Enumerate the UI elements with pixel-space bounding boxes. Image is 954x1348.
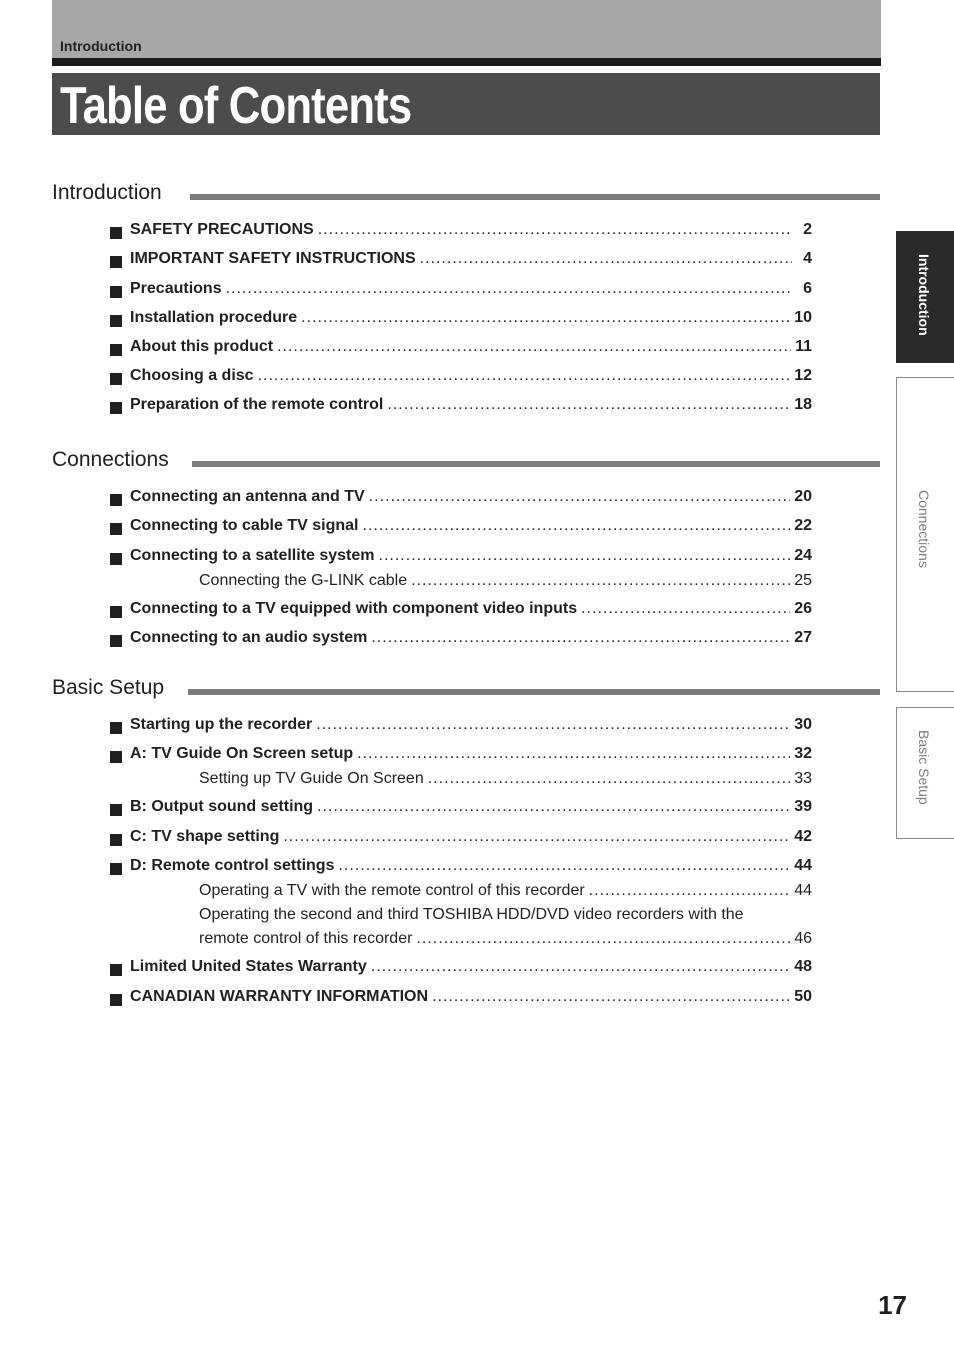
- toc-subentry-label: remote control of this recorder: [199, 930, 413, 947]
- toc-entry-label: Choosing a disc: [130, 367, 254, 384]
- toc-entry[interactable]: [110, 309, 812, 333]
- toc-subentry-page: 33: [794, 770, 812, 787]
- square-bullet-icon: [110, 964, 122, 976]
- toc-entry[interactable]: [110, 517, 812, 541]
- toc-entry-label: Connecting to a TV equipped with component video inputs: [130, 600, 578, 617]
- toc-entry-page: 42: [794, 828, 812, 845]
- toc-entry-page: 27: [794, 629, 812, 646]
- toc-entry-page: 12: [794, 367, 812, 384]
- dot-leader: [369, 488, 791, 506]
- toc-entry-label: CANADIAN WARRANTY INFORMATION: [130, 988, 429, 1005]
- dot-leader: [318, 221, 792, 239]
- toc-entry-page: 24: [794, 547, 812, 564]
- toc-entry-page: 26: [794, 600, 812, 617]
- square-bullet-icon: [110, 553, 122, 565]
- dot-leader: [387, 396, 790, 414]
- section-heading-introduction: [52, 181, 880, 209]
- toc-entry-label: Installation procedure: [130, 309, 298, 326]
- toc-entry[interactable]: [110, 488, 812, 512]
- dot-leader: [420, 250, 792, 268]
- dot-leader: [411, 572, 790, 590]
- square-bullet-icon: [110, 863, 122, 875]
- toc-entry-page: 18: [794, 396, 812, 413]
- square-bullet-icon: [110, 994, 122, 1006]
- toc-entry[interactable]: [110, 958, 812, 982]
- square-bullet-icon: [110, 494, 122, 506]
- dot-leader: [316, 716, 790, 734]
- square-bullet-icon: [110, 635, 122, 647]
- toc-subentry[interactable]: [199, 882, 812, 904]
- side-tab-label: Introduction: [916, 254, 932, 336]
- toc-entry-label: D: Remote control settings: [130, 857, 335, 874]
- toc-entry[interactable]: [110, 396, 812, 420]
- toc-subentry-label: Operating a TV with the remote control of this recorder: [199, 882, 585, 899]
- toc-entry-page: 32: [794, 745, 812, 762]
- toc-entry-page: 22: [794, 517, 812, 534]
- toc-entry-page: 6: [803, 280, 812, 297]
- section-heading-basic-setup: [52, 676, 880, 704]
- dot-leader: [226, 280, 792, 298]
- dot-leader: [301, 309, 790, 327]
- section-title: Connections: [52, 448, 175, 472]
- dot-leader: [357, 745, 790, 763]
- toc-entry-page: 2: [803, 221, 812, 238]
- toc-entry-label: About this product: [130, 338, 274, 355]
- section-rule: [192, 461, 880, 467]
- side-tab-label: Basic Setup: [916, 730, 932, 805]
- page-number: 17: [878, 1290, 907, 1320]
- dot-leader: [371, 629, 790, 647]
- toc-subentry-label: Setting up TV Guide On Screen: [199, 770, 424, 787]
- toc-subentry[interactable]: [199, 770, 812, 792]
- toc-entry-page: 30: [794, 716, 812, 733]
- toc-subentry[interactable]: [199, 930, 812, 952]
- toc-entry[interactable]: [110, 280, 812, 304]
- side-tab-label: Connections: [916, 490, 932, 568]
- toc-entry-page: 4: [803, 250, 812, 267]
- toc-entry-label: Precautions: [130, 280, 222, 297]
- toc-entry-label: Connecting to cable TV signal: [130, 517, 359, 534]
- toc-entry[interactable]: [110, 629, 812, 653]
- toc-entry-label: Preparation of the remote control: [130, 396, 384, 413]
- square-bullet-icon: [110, 286, 122, 298]
- dot-leader: [428, 770, 790, 788]
- header-rule: [52, 58, 881, 66]
- toc-entry-label: Starting up the recorder: [130, 716, 313, 733]
- toc-entry[interactable]: [110, 828, 812, 852]
- toc-entry-label: C: TV shape setting: [130, 828, 280, 845]
- dot-leader: [338, 857, 790, 875]
- toc-entry[interactable]: [110, 367, 812, 391]
- toc-entry[interactable]: [110, 745, 812, 769]
- square-bullet-icon: [110, 256, 122, 268]
- toc-entry-page: 48: [794, 958, 812, 975]
- square-bullet-icon: [110, 722, 122, 734]
- dot-leader: [258, 367, 791, 385]
- toc-entry-page: 10: [794, 309, 812, 326]
- dot-leader: [589, 882, 791, 900]
- toc-subentry-label: Connecting the G-LINK cable: [199, 572, 408, 589]
- section-title: Basic Setup: [52, 676, 170, 700]
- toc-entry-label: A: TV Guide On Screen setup: [130, 745, 354, 762]
- header-band: [52, 0, 881, 58]
- toc-subentry[interactable]: [199, 572, 812, 594]
- square-bullet-icon: [110, 315, 122, 327]
- side-tab-introduction[interactable]: [896, 231, 954, 363]
- toc-entry[interactable]: [110, 857, 812, 881]
- section-rule: [188, 689, 880, 695]
- toc-entry[interactable]: [110, 988, 812, 1012]
- toc-entry-label: Connecting an antenna and TV: [130, 488, 365, 505]
- dot-leader: [362, 517, 790, 535]
- toc-entry-label: B: Output sound setting: [130, 798, 314, 815]
- toc-entry-label: IMPORTANT SAFETY INSTRUCTIONS: [130, 250, 416, 267]
- dot-leader: [416, 930, 790, 948]
- toc-subentry-page: 44: [794, 882, 812, 899]
- toc-entry-label: Connecting to an audio system: [130, 629, 368, 646]
- square-bullet-icon: [110, 804, 122, 816]
- toc-entry-label: SAFETY PRECAUTIONS: [130, 221, 314, 238]
- toc-entry-page: 20: [794, 488, 812, 505]
- side-tab-connections[interactable]: [896, 377, 954, 692]
- side-tab-basic-setup[interactable]: [896, 707, 954, 839]
- square-bullet-icon: [110, 227, 122, 239]
- toc-entry[interactable]: [110, 338, 812, 362]
- title-bar: [52, 73, 880, 135]
- toc-entry-label: Limited United States Warranty: [130, 958, 367, 975]
- dot-leader: [379, 547, 791, 565]
- dot-leader: [317, 798, 790, 816]
- square-bullet-icon: [110, 834, 122, 846]
- dot-leader: [277, 338, 791, 356]
- toc-entry[interactable]: [110, 221, 812, 245]
- dot-leader: [581, 600, 790, 618]
- header-section-label: Introduction: [60, 38, 142, 54]
- toc-entry[interactable]: [110, 250, 812, 274]
- dot-leader: [283, 828, 790, 846]
- toc-subentry-label-line1[interactable]: Operating the second and third TOSHIBA HDD/DVD video recorders with the: [199, 906, 744, 923]
- section-title: Introduction: [52, 181, 168, 205]
- square-bullet-icon: [110, 344, 122, 356]
- toc-entry[interactable]: [110, 600, 812, 624]
- square-bullet-icon: [110, 402, 122, 414]
- square-bullet-icon: [110, 606, 122, 618]
- dot-leader: [371, 958, 790, 976]
- page-title: Table of Contents: [60, 77, 412, 135]
- toc-entry-page: 39: [794, 798, 812, 815]
- square-bullet-icon: [110, 373, 122, 385]
- toc-entry[interactable]: [110, 716, 812, 740]
- toc-entry-page: 50: [794, 988, 812, 1005]
- toc-entry-page: 11: [795, 338, 812, 355]
- toc-entry-label: Connecting to a satellite system: [130, 547, 375, 564]
- toc-subentry-page: 25: [794, 572, 812, 589]
- toc-subentry-page: 46: [794, 930, 812, 947]
- toc-entry[interactable]: [110, 798, 812, 822]
- square-bullet-icon: [110, 523, 122, 535]
- dot-leader: [432, 988, 790, 1006]
- toc-entry[interactable]: [110, 547, 812, 571]
- square-bullet-icon: [110, 751, 122, 763]
- section-heading-connections: [52, 448, 880, 476]
- toc-entry-page: 44: [794, 857, 812, 874]
- section-rule: [190, 194, 880, 200]
